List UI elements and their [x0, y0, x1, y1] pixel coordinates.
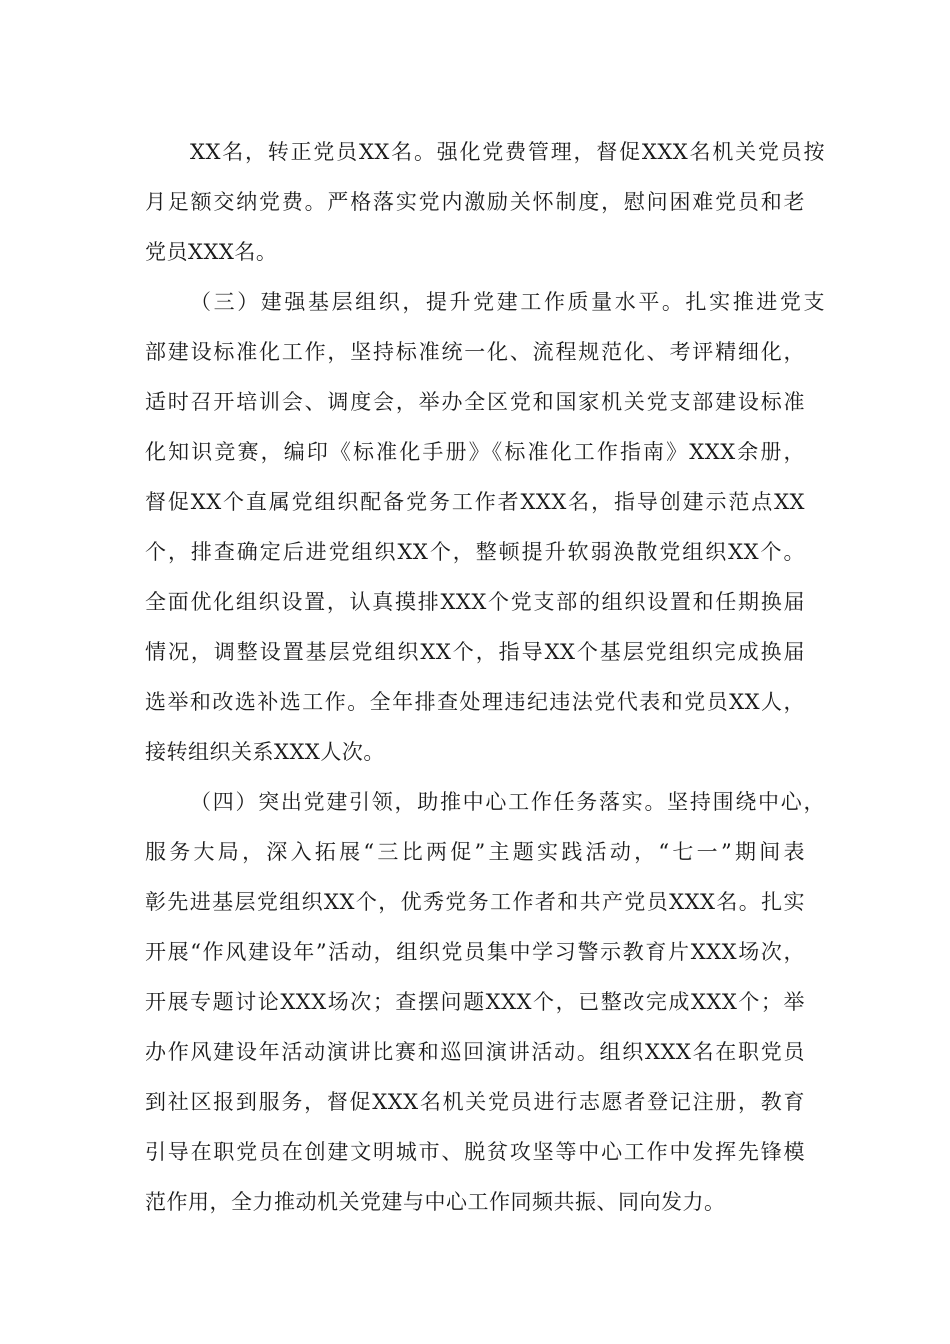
section-3-first-line: （三）建强基层组织，提升党建工作质量水平。扎实推进党支: [190, 290, 825, 314]
text-line: 范作用，全力推动机关党建与中心工作同频共振、同向发力。: [145, 1190, 726, 1214]
text-line: 到社区报到服务，督促XXX名机关党员进行志愿者登记注册，教育: [145, 1090, 805, 1114]
text-line: 适时召开培训会、调度会，举办全区党和国家机关党支部建设标准: [145, 390, 805, 414]
text-line: 开展“作风建设年”活动，组织党员集中学习警示教育片XXX场次，: [145, 940, 805, 964]
text-line: 党员XXX名。: [145, 240, 278, 264]
text-line: 接转组织关系XXX人次。: [145, 740, 385, 764]
text-line: 开展专题讨论XXX场次；查摆问题XXX个，已整改完成XXX个；举: [145, 990, 805, 1014]
text-line: 情况，调整设置基层党组织XX个，指导XX个基层党组织完成换届: [145, 640, 805, 664]
text-line: 化知识竞赛，编印《标准化手册》《标准化工作指南》XXX余册，: [145, 440, 805, 464]
text-line: 选举和改选补选工作。全年排查处理违纪违法党代表和党员XX人，: [145, 690, 805, 714]
text-line: XX名，转正党员XX名。强化党费管理，督促XXX名机关党员按: [190, 140, 825, 164]
text-line: 月足额交纳党费。严格落实党内激励关怀制度，慰问困难党员和老: [145, 190, 805, 214]
text-line: 办作风建设年活动演讲比赛和巡回演讲活动。组织XXX名在职党员: [145, 1040, 805, 1064]
text-line: 全面优化组织设置，认真摸排XXX个党支部的组织设置和任期换届: [145, 590, 805, 614]
text-line: 个，排查确定后进党组织XX个，整顿提升软弱涣散党组织XX个。: [145, 540, 805, 564]
section-4-first-line: （四）突出党建引领，助推中心工作任务落实。坚持围绕中心，: [190, 790, 825, 814]
text-line: 部建设标准化工作，坚持标准统一化、流程规范化、考评精细化，: [145, 340, 805, 364]
text-line: 引导在职党员在创建文明城市、脱贫攻坚等中心工作中发挥先锋模: [145, 1140, 805, 1164]
text-line: 服务大局，深入拓展“三比两促”主题实践活动，“七一”期间表: [145, 840, 805, 864]
text-line: 彰先进基层党组织XX个，优秀党务工作者和共产党员XXX名。扎实: [145, 890, 805, 914]
text-line: 督促XX个直属党组织配备党务工作者XXX名，指导创建示范点XX: [145, 490, 805, 514]
